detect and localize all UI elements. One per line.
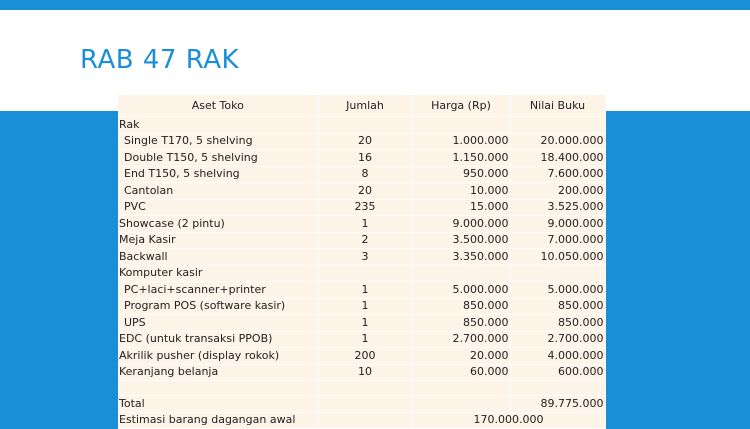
cell-price: 10.000 bbox=[412, 183, 510, 200]
table-body bbox=[118, 117, 605, 381]
table-row bbox=[118, 133, 605, 150]
cell-quantity: 16 bbox=[318, 150, 412, 167]
cell-book-value: 850.000 bbox=[510, 315, 605, 332]
cell-item-name: End T150, 5 shelving bbox=[118, 166, 318, 183]
table-row bbox=[118, 249, 605, 266]
budget-table-container bbox=[118, 95, 605, 429]
cell-price: 850.000 bbox=[412, 298, 510, 315]
cell-item-name: UPS bbox=[118, 315, 318, 332]
cell-price: 15.000 bbox=[412, 199, 510, 216]
cell-item-name: Cantolan bbox=[118, 183, 318, 200]
cell-book-value: 9.000.000 bbox=[510, 216, 605, 233]
cell-book-value: 18.400.000 bbox=[510, 150, 605, 167]
top-accent-strip bbox=[0, 0, 750, 10]
cell-book-value: 10.050.000 bbox=[510, 249, 605, 266]
cell-book-value: 200.000 bbox=[510, 183, 605, 200]
table-row bbox=[118, 364, 605, 381]
table-row bbox=[118, 331, 605, 348]
cell-book-value: 20.000.000 bbox=[510, 133, 605, 150]
cell-quantity: 200 bbox=[318, 348, 412, 365]
cell-item-name: EDC (untuk transaksi PPOB) bbox=[118, 331, 318, 348]
cell-price: 950.000 bbox=[412, 166, 510, 183]
cell-item-name: PC+laci+scanner+printer bbox=[118, 282, 318, 299]
cell-book-value: 5.000.000 bbox=[510, 282, 605, 299]
cell-price: 60.000 bbox=[412, 364, 510, 381]
table-row bbox=[118, 282, 605, 299]
slide-title: RAB 47 RAK bbox=[80, 45, 240, 75]
cell-item-name: Single T170, 5 shelving bbox=[118, 133, 318, 150]
cell-quantity: 2 bbox=[318, 232, 412, 249]
cell-quantity: 8 bbox=[318, 166, 412, 183]
total-value: 89.775.000 bbox=[510, 396, 605, 413]
cell-price: 9.000.000 bbox=[412, 216, 510, 233]
cell-book-value: 2.700.000 bbox=[510, 331, 605, 348]
table-row bbox=[118, 166, 605, 183]
header-harga: Harga (Rp) bbox=[412, 95, 510, 117]
table-row bbox=[118, 315, 605, 332]
total-row bbox=[118, 396, 605, 413]
header-jumlah: Jumlah bbox=[318, 95, 412, 117]
cell-item-name: Meja Kasir bbox=[118, 232, 318, 249]
cell-quantity: 235 bbox=[318, 199, 412, 216]
cell-item-name: Double T150, 5 shelving bbox=[118, 150, 318, 167]
cell-book-value: 3.525.000 bbox=[510, 199, 605, 216]
cell-price: 850.000 bbox=[412, 315, 510, 332]
cell-price bbox=[412, 265, 510, 282]
header-nilai-buku: Nilai Buku bbox=[510, 95, 605, 117]
cell-quantity: 3 bbox=[318, 249, 412, 266]
table-row bbox=[118, 265, 605, 282]
cell-quantity: 1 bbox=[318, 282, 412, 299]
cell-price: 3.500.000 bbox=[412, 232, 510, 249]
cell-item-name: Keranjang belanja bbox=[118, 364, 318, 381]
cell-quantity: 1 bbox=[318, 216, 412, 233]
cell-price bbox=[412, 117, 510, 134]
table-row bbox=[118, 183, 605, 200]
cell-quantity: 1 bbox=[318, 331, 412, 348]
cell-item-name: PVC bbox=[118, 199, 318, 216]
cell-price: 2.700.000 bbox=[412, 331, 510, 348]
cell-quantity: 20 bbox=[318, 133, 412, 150]
cell-item-name: Backwall bbox=[118, 249, 318, 266]
table-row bbox=[118, 150, 605, 167]
cell-book-value bbox=[510, 117, 605, 134]
cell-quantity: 1 bbox=[318, 315, 412, 332]
budget-table bbox=[118, 95, 606, 429]
estimate-value: 170.000.000 bbox=[412, 412, 605, 429]
total-label: Total bbox=[118, 396, 318, 413]
table-row bbox=[118, 348, 605, 365]
cell-book-value: 7.000.000 bbox=[510, 232, 605, 249]
cell-item-name: Showcase (2 pintu) bbox=[118, 216, 318, 233]
cell-book-value: 600.000 bbox=[510, 364, 605, 381]
table-spacer-row bbox=[118, 381, 605, 396]
table-row bbox=[118, 117, 605, 134]
cell-price: 20.000 bbox=[412, 348, 510, 365]
cell-item-name: Akrilik pusher (display rokok) bbox=[118, 348, 318, 365]
table-row bbox=[118, 298, 605, 315]
cell-quantity: 1 bbox=[318, 298, 412, 315]
estimate-label: Estimasi barang dagangan awal bbox=[118, 412, 318, 429]
estimate-row bbox=[118, 412, 605, 429]
cell-book-value: 7.600.000 bbox=[510, 166, 605, 183]
cell-price: 1.150.000 bbox=[412, 150, 510, 167]
table-row bbox=[118, 199, 605, 216]
table-header-row bbox=[118, 95, 605, 117]
cell-price: 1.000.000 bbox=[412, 133, 510, 150]
table-row bbox=[118, 216, 605, 233]
cell-book-value: 4.000.000 bbox=[510, 348, 605, 365]
cell-item-name: Program POS (software kasir) bbox=[118, 298, 318, 315]
header-aset-toko: Aset Toko bbox=[118, 95, 318, 117]
cell-book-value: 850.000 bbox=[510, 298, 605, 315]
cell-price: 3.350.000 bbox=[412, 249, 510, 266]
cell-quantity bbox=[318, 265, 412, 282]
table-row bbox=[118, 232, 605, 249]
cell-quantity bbox=[318, 117, 412, 134]
cell-quantity: 10 bbox=[318, 364, 412, 381]
cell-book-value bbox=[510, 265, 605, 282]
cell-item-name: Komputer kasir bbox=[118, 265, 318, 282]
cell-price: 5.000.000 bbox=[412, 282, 510, 299]
cell-item-name: Rak bbox=[118, 117, 318, 134]
cell-quantity: 20 bbox=[318, 183, 412, 200]
